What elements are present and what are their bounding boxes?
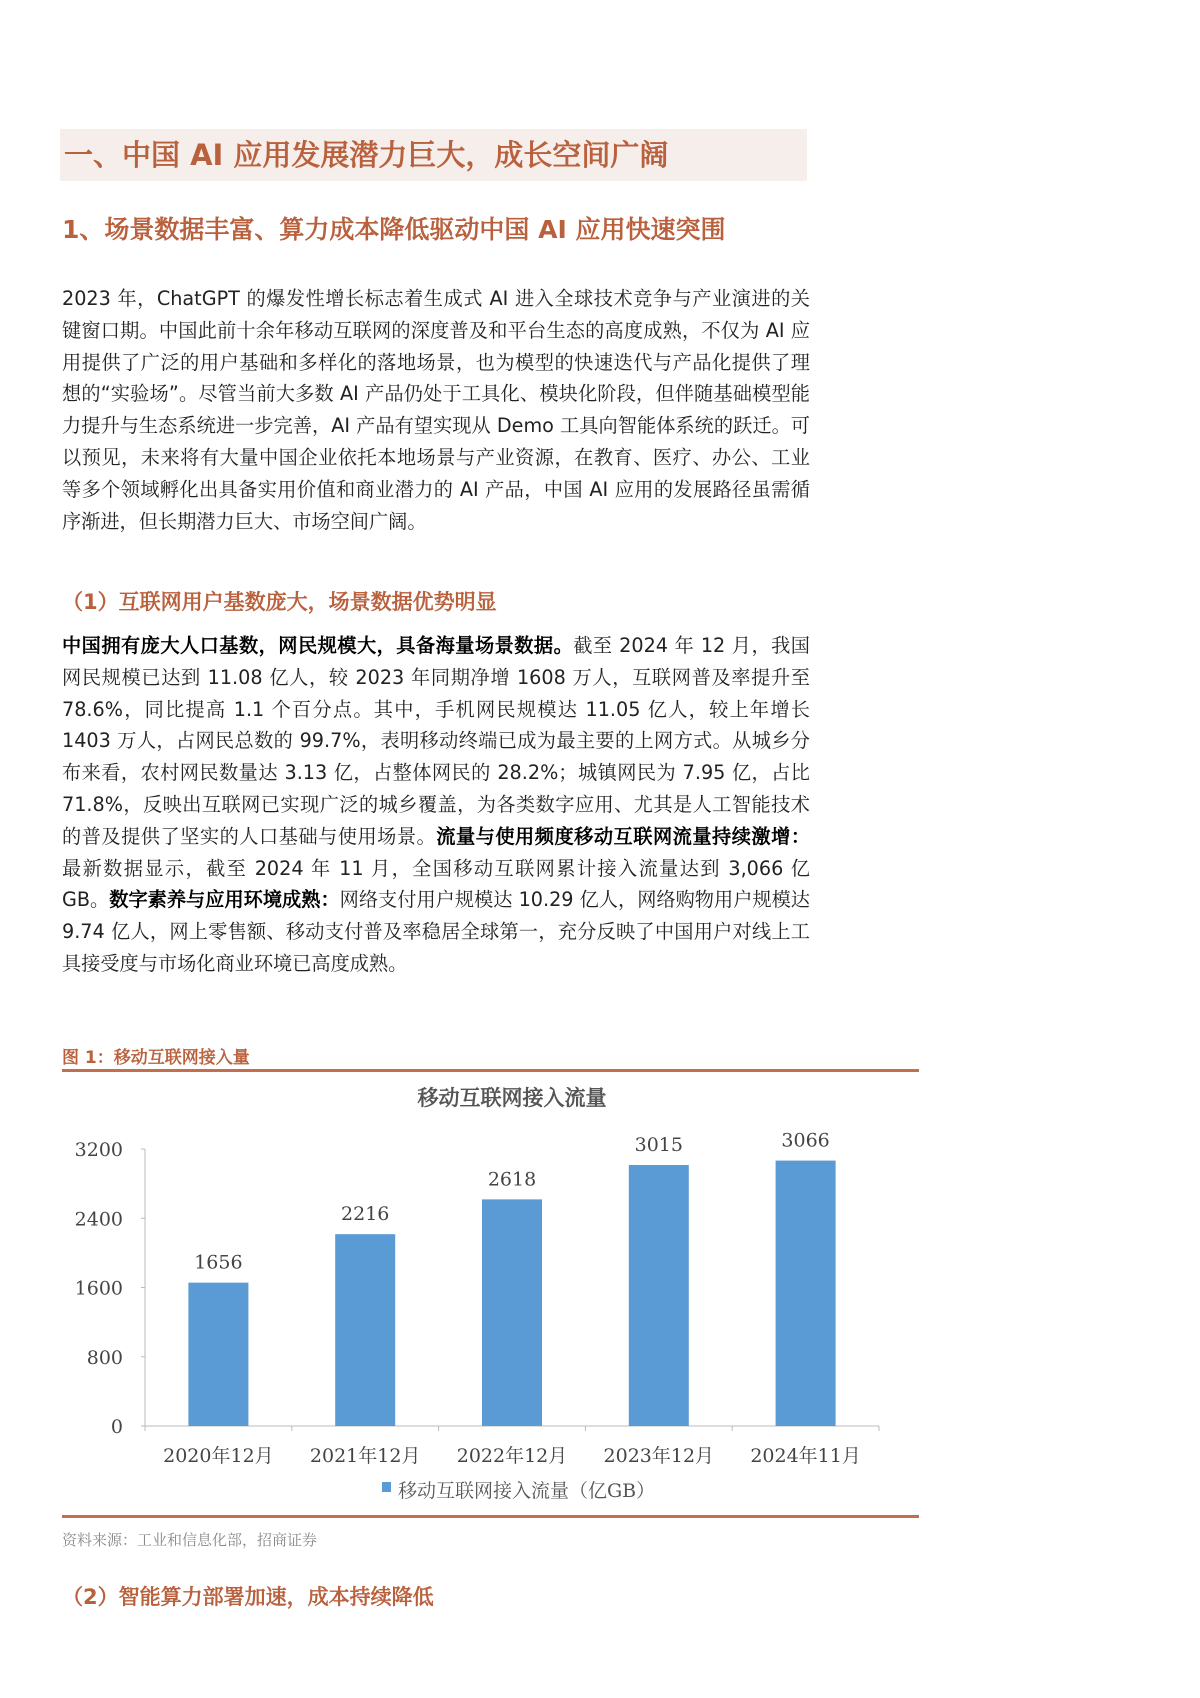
chart-title: 移动互联网接入流量 <box>417 1085 607 1110</box>
bar <box>482 1199 542 1426</box>
figure-caption: 图 1：移动互联网接入量 <box>62 1048 250 1068</box>
heading-internet-users: （1）互联网用户基数庞大，场景数据优势明显 <box>62 590 497 614</box>
bar-value-label: 2618 <box>487 1168 537 1191</box>
x-category-label: 2021年12月 <box>309 1445 421 1467</box>
x-category-label: 2024年11月 <box>750 1445 861 1467</box>
x-category-label: 2020年12月 <box>163 1445 274 1467</box>
body-text: 网络支付用户规模达 10.29 亿人，网络购物用户规模达 9.74 亿人，网上零售额、移动支付普及率稳居全球第一，充分反映了中国用户对线上工具接受度与市场化商业环境已高度成熟。 <box>62 888 810 975</box>
bar-value-label: 3015 <box>634 1134 683 1157</box>
bar <box>335 1234 395 1426</box>
legend-label: 移动互联网接入流量（亿GB） <box>398 1480 656 1502</box>
section-title: 一、中国 AI 应用发展潜力巨大，成长空间广阔 <box>64 138 669 172</box>
figure-bottom-rule <box>62 1515 919 1518</box>
figure-source: 资料来源：工业和信息化部，招商证券 <box>62 1531 318 1549</box>
x-category-label: 2023年12月 <box>603 1445 715 1467</box>
body-text: 最新数据显示，截至 2024 年 11 月，全国移动互联网累计接入流量达到 3,066 亿 GB。 <box>62 856 810 912</box>
bar-value-label: 2216 <box>341 1203 390 1226</box>
subsection-title: 1、场景数据丰富、算力成本降低驱动中国 AI 应用快速突围 <box>62 215 726 244</box>
y-tick-label: 800 <box>86 1346 123 1369</box>
bold-lead-text: 流量与使用频度移动互联网流量持续激增： <box>436 824 811 848</box>
body-text: 截至 2024 年 12 月，我国网民规模已达到 11.08 亿人，较 2023 年同期净增 1608 万人，互联网普及率提升至 78.6%，同比提高 1.1 个百分点。其中，手机网民规模达 11.05 亿人，较上年增长 1403 万人，占网民总数的 99.7%，表明移动终端已成为最主要的上网方式。从城乡分布来看，农村网民数量达 3.13 亿，占整体网民的 28.2%；城镇网民为 7.95 亿，占比 71.8%，反映出互联网已实现广泛的城乡覆盖，为各类数字应用、尤其是人工智能技术的普及提供了坚实的人口基础与使用场景。 <box>62 634 810 848</box>
y-tick-label: 1600 <box>74 1277 123 1300</box>
internet-users-paragraph <box>62 630 810 980</box>
y-tick-label: 0 <box>110 1416 123 1438</box>
y-tick-label: 3200 <box>74 1139 123 1161</box>
bar-value-label: 1656 <box>194 1251 243 1274</box>
bold-lead-text: 中国拥有庞大人口基数，网民规模大，具备海量场景数据。 <box>62 634 574 657</box>
x-category-label: 2022年12月 <box>456 1445 568 1467</box>
bar <box>629 1165 689 1426</box>
y-tick-label: 2400 <box>74 1208 123 1231</box>
bar-value-label: 3066 <box>781 1129 830 1152</box>
bar <box>188 1283 248 1426</box>
intro-paragraph: 2023 年，ChatGPT 的爆发性增长标志着生成式 AI 进入全球技术竞争与产业演进的关键窗口期。中国此前十余年移动互联网的深度普及和平台生态的高度成熟，不仅为 AI 应用提供了广泛的用户基础和多样化的落地场景，也为模型的快速迭代与产品化提供了理想的“实验场”。尽管当前大多数 AI 产品仍处于工具化、模块化阶段，但伴随基础模型能力提升与生态系统进一步完善，AI 产品有望实现从 Demo 工具向智能体系统的跃迁。可以预见，未来将有大量中国企业依托本地场景与产业资源，在教育、医疗、办公、工业等多个领域孵化出具备实用价值和商业潜力的 AI 产品，中国 AI 应用的发展路径虽需循序渐进，但长期潜力巨大、市场空间广阔。 <box>62 287 810 533</box>
heading-compute: （2）智能算力部署加速，成本持续降低 <box>62 1585 434 1609</box>
bar <box>776 1161 836 1426</box>
bold-lead-text: 数字素养与应用环境成熟： <box>109 888 340 912</box>
bar-chart <box>0 1075 1200 1515</box>
figure-top-rule <box>62 1069 919 1072</box>
legend-swatch <box>382 1482 391 1492</box>
